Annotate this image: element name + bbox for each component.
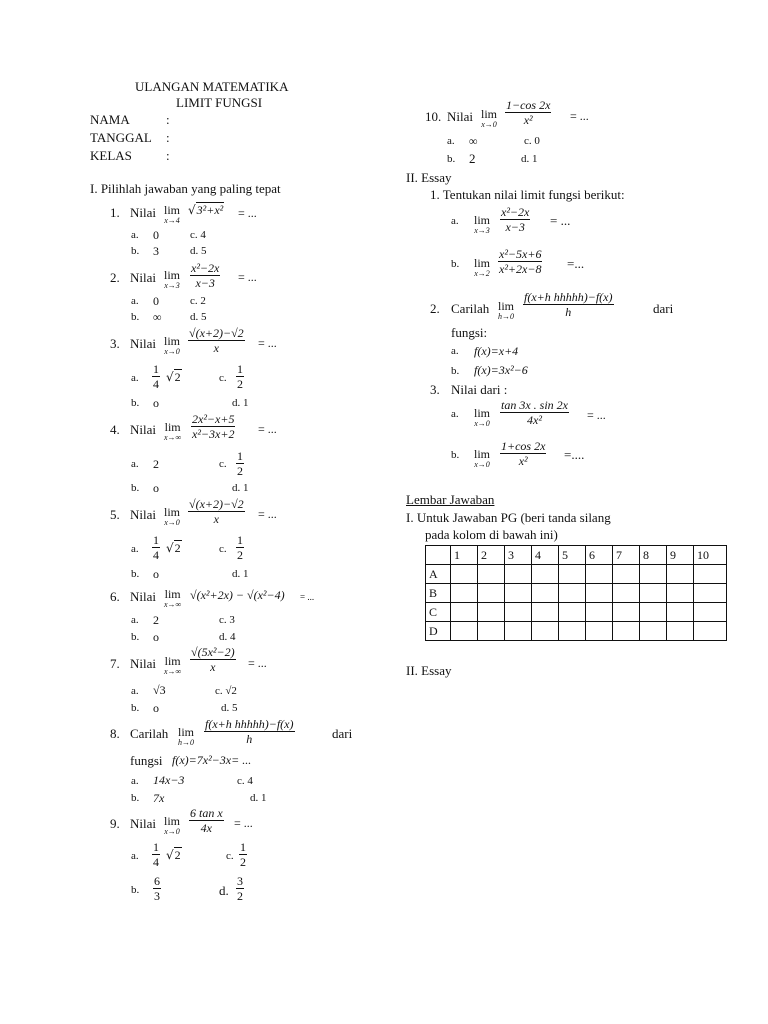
q5-limit: lim x→0 bbox=[164, 505, 181, 527]
answer-cell[interactable] bbox=[613, 584, 640, 603]
q10-fraction: 1−cos 2x x² bbox=[506, 98, 551, 127]
essay-2-fraction: f(x+h hhhhh)−f(x) h bbox=[524, 290, 613, 319]
essay-3-number: 3. bbox=[430, 382, 440, 397]
q7-opt-b: o bbox=[153, 701, 159, 715]
answer-cell[interactable] bbox=[613, 622, 640, 641]
essay-1b-label: b. bbox=[451, 258, 460, 270]
q7-number: 7. bbox=[110, 656, 120, 671]
q7-limit: lim x→∞ bbox=[164, 654, 182, 676]
q4-opt-c-fraction: 1 2 bbox=[237, 449, 243, 478]
answer-essay-heading: II. Essay bbox=[406, 663, 452, 678]
q10-opt-b: 2 bbox=[469, 151, 476, 166]
q3-number: 3. bbox=[110, 336, 120, 351]
q2-limit: lim x→3 bbox=[164, 268, 181, 290]
essay-1b-fraction: x²−5x+6 x²+2x−8 bbox=[499, 247, 542, 276]
q9-opt-a-fraction: 1 4 bbox=[153, 840, 159, 869]
answer-cell[interactable] bbox=[451, 622, 478, 641]
answer-cell[interactable] bbox=[694, 622, 727, 641]
q1-opt-d: d. 5 bbox=[190, 245, 207, 257]
q3-opt-a-root: √2 bbox=[166, 370, 181, 384]
essay-3b-fraction: 1+cos 2x x² bbox=[501, 439, 546, 468]
answer-grid-col-header: 8 bbox=[640, 546, 667, 565]
answer-grid-col-header: 7 bbox=[613, 546, 640, 565]
q6-opt-b: o bbox=[153, 630, 159, 644]
page-title: ULANGAN MATEMATIKA bbox=[135, 79, 289, 94]
q9-opt-a-label: a. bbox=[131, 850, 139, 862]
answer-cell[interactable] bbox=[586, 584, 613, 603]
q6-opt-a: 2 bbox=[153, 613, 159, 627]
q6-opt-b-label: b. bbox=[131, 631, 140, 643]
q1-opt-b-label: b. bbox=[131, 245, 140, 257]
q8-function: f(x)=7x²−3x= ... bbox=[172, 753, 252, 767]
essay-3b-label: b. bbox=[451, 449, 460, 461]
q3-opt-c-label: c. bbox=[219, 372, 227, 384]
essay-3a-label: a. bbox=[451, 408, 459, 420]
q3-fraction: √(x+2)−√2 x bbox=[189, 326, 244, 355]
q8-opt-b-label: b. bbox=[131, 792, 140, 804]
q6-equals: = ... bbox=[300, 592, 315, 602]
answer-cell[interactable] bbox=[451, 584, 478, 603]
q5-equals: = ... bbox=[258, 507, 277, 521]
q10-opt-a-label: a. bbox=[447, 135, 455, 147]
essay-1b-equals: =... bbox=[567, 256, 585, 271]
q8-opt-a-label: a. bbox=[131, 775, 139, 787]
q5-opt-b: o bbox=[153, 567, 159, 581]
q2-number: 2. bbox=[110, 270, 120, 285]
q8-opt-b: 7x bbox=[153, 791, 165, 805]
answer-cell[interactable] bbox=[559, 622, 586, 641]
answer-grid-row-c bbox=[426, 603, 727, 622]
field-nama-colon: : bbox=[166, 112, 170, 127]
essay-3a-limit: lim x→0 bbox=[474, 406, 491, 428]
answer-cell[interactable] bbox=[613, 565, 640, 584]
q1-expression: √3²+x² bbox=[188, 203, 224, 217]
answer-cell[interactable] bbox=[694, 584, 727, 603]
answer-cell[interactable] bbox=[532, 603, 559, 622]
q5-opt-a-label: a. bbox=[131, 543, 139, 555]
essay-2-limit: lim h→0 bbox=[498, 299, 515, 321]
q1-equals: = ... bbox=[238, 206, 257, 220]
answer-cell[interactable] bbox=[667, 622, 694, 641]
essay-3a-fraction: tan 3x . sin 2x 4x² bbox=[501, 398, 568, 427]
q6-nilai: Nilai bbox=[130, 589, 156, 604]
essay-1a-fraction: x²−2x x−3 bbox=[501, 205, 530, 234]
answer-grid-col-header: 2 bbox=[478, 546, 505, 565]
q8-dari: dari bbox=[332, 726, 353, 741]
q9-equals: = ... bbox=[234, 816, 253, 830]
answer-cell[interactable] bbox=[694, 565, 727, 584]
answer-cell[interactable] bbox=[451, 603, 478, 622]
answer-grid-row-label: B bbox=[426, 584, 451, 603]
q4-opt-b: o bbox=[153, 481, 159, 495]
q9-fraction: 6 tan x 4x bbox=[190, 806, 223, 835]
answer-sheet-instruction-1: I. Untuk Jawaban PG (beri tanda silang bbox=[406, 510, 611, 525]
q5-fraction: √(x+2)−√2 x bbox=[189, 497, 244, 526]
q8-fungsi: fungsi bbox=[130, 753, 163, 768]
answer-cell[interactable] bbox=[532, 622, 559, 641]
q8-number: 8. bbox=[110, 726, 120, 741]
answer-cell[interactable] bbox=[505, 622, 532, 641]
answer-cell[interactable] bbox=[478, 584, 505, 603]
answer-grid-row-d bbox=[426, 622, 727, 641]
answer-grid-col-header: 1 bbox=[451, 546, 478, 565]
answer-cell[interactable] bbox=[667, 565, 694, 584]
q7-opt-c: c. √2 bbox=[215, 685, 237, 697]
answer-cell[interactable] bbox=[640, 584, 667, 603]
q1-opt-c: c. 4 bbox=[190, 229, 206, 241]
q4-number: 4. bbox=[110, 422, 120, 437]
field-tanggal-label: TANGGAL bbox=[90, 130, 152, 145]
answer-cell[interactable] bbox=[559, 584, 586, 603]
q2-nilai: Nilai bbox=[130, 270, 156, 285]
q2-opt-d: d. 5 bbox=[190, 311, 207, 323]
q7-opt-b-label: b. bbox=[131, 702, 140, 714]
q9-opt-c-fraction: 1 2 bbox=[240, 840, 246, 869]
essay-2a-label: a. bbox=[451, 345, 459, 357]
q3-opt-c-fraction: 1 2 bbox=[237, 362, 243, 391]
answer-grid bbox=[425, 545, 727, 641]
q9-limit: lim x→0 bbox=[164, 814, 181, 836]
answer-cell[interactable] bbox=[505, 584, 532, 603]
field-nama-label: NAMA bbox=[90, 112, 130, 127]
answer-cell[interactable] bbox=[532, 565, 559, 584]
q8-opt-c: c. 4 bbox=[237, 775, 253, 787]
essay-3b-equals: =.... bbox=[564, 447, 585, 462]
answer-grid-col-header: 9 bbox=[667, 546, 694, 565]
answer-grid-row-b bbox=[426, 584, 727, 603]
q9-opt-a-root: √2 bbox=[166, 848, 181, 862]
essay-2a-function: f(x)=x+4 bbox=[474, 344, 519, 358]
q9-nilai: Nilai bbox=[130, 816, 156, 831]
q5-number: 5. bbox=[110, 507, 120, 522]
answer-cell[interactable] bbox=[559, 603, 586, 622]
q10-equals: = ... bbox=[570, 109, 589, 123]
q3-opt-b-label: b. bbox=[131, 397, 140, 409]
essay-2-fungsi: fungsi: bbox=[451, 325, 488, 340]
q6-opt-c: c. 3 bbox=[219, 614, 235, 626]
q4-equals: = ... bbox=[258, 422, 277, 436]
answer-cell[interactable] bbox=[559, 565, 586, 584]
q5-opt-d: d. 1 bbox=[232, 568, 249, 580]
q4-opt-b-label: b. bbox=[131, 482, 140, 494]
q3-limit: lim x→0 bbox=[164, 334, 181, 356]
q7-fraction: √(5x²−2) x bbox=[191, 645, 235, 674]
q6-opt-d: d. 4 bbox=[219, 631, 236, 643]
q6-limit: lim x→∞ bbox=[164, 587, 182, 609]
answer-cell[interactable] bbox=[478, 565, 505, 584]
essay-2-carilah: Carilah bbox=[451, 301, 490, 316]
essay-1a-label: a. bbox=[451, 215, 459, 227]
answer-cell[interactable] bbox=[505, 603, 532, 622]
q8-carilah: Carilah bbox=[130, 726, 169, 741]
q2-opt-b: ∞ bbox=[153, 310, 162, 324]
answer-grid-col-header: 5 bbox=[559, 546, 586, 565]
section-1-heading: I. Pilihlah jawaban yang paling tepat bbox=[90, 181, 281, 196]
q4-opt-c-label: c. bbox=[219, 458, 227, 470]
q3-nilai: Nilai bbox=[130, 336, 156, 351]
answer-grid-row-label: D bbox=[426, 622, 451, 641]
answer-grid-row-label: C bbox=[426, 603, 451, 622]
essay-3a-equals: = ... bbox=[587, 408, 606, 422]
q9-number: 9. bbox=[110, 816, 120, 831]
q7-opt-a: √3 bbox=[153, 683, 166, 697]
answer-sheet-instruction-2: pada kolom di bawah ini) bbox=[425, 527, 558, 542]
section-2-heading: II. Essay bbox=[406, 170, 452, 185]
q2-opt-b-label: b. bbox=[131, 311, 140, 323]
field-kelas-colon: : bbox=[166, 148, 170, 163]
answer-cell[interactable] bbox=[586, 565, 613, 584]
answer-grid-row-a bbox=[426, 565, 727, 584]
q9-opt-b-fraction: 6 3 bbox=[154, 874, 160, 903]
q9-opt-c-label: c. bbox=[226, 850, 234, 862]
q9-opt-d-label: d. bbox=[219, 883, 229, 898]
q7-opt-d: d. 5 bbox=[221, 702, 238, 714]
essay-2b-function: f(x)=3x²−6 bbox=[474, 363, 528, 377]
q7-nilai: Nilai bbox=[130, 656, 156, 671]
answer-cell[interactable] bbox=[667, 584, 694, 603]
answer-grid-col-header: 6 bbox=[586, 546, 613, 565]
answer-grid-corner bbox=[426, 546, 451, 565]
q2-fraction: x²−2x x−3 bbox=[191, 261, 220, 290]
q3-opt-d: d. 1 bbox=[232, 397, 249, 409]
q4-nilai: Nilai bbox=[130, 422, 156, 437]
answer-cell[interactable] bbox=[640, 603, 667, 622]
q5-opt-c-fraction: 1 2 bbox=[237, 533, 243, 562]
essay-2-number: 2. bbox=[430, 301, 440, 316]
q1-opt-a-label: a. bbox=[131, 229, 139, 241]
field-kelas-label: KELAS bbox=[90, 148, 132, 163]
q8-opt-a: 14x−3 bbox=[153, 773, 185, 787]
q4-opt-d: d. 1 bbox=[232, 482, 249, 494]
q7-opt-a-label: a. bbox=[131, 685, 139, 697]
q10-opt-a: ∞ bbox=[469, 134, 478, 148]
essay-1b-limit: lim x→2 bbox=[474, 256, 491, 278]
q5-opt-a-root: √2 bbox=[166, 541, 181, 555]
q1-nilai: Nilai bbox=[130, 205, 156, 220]
essay-3b-limit: lim x→0 bbox=[474, 447, 491, 469]
q2-opt-a: 0 bbox=[153, 294, 159, 308]
answer-cell[interactable] bbox=[640, 622, 667, 641]
q6-expression: √(x²+2x) − √(x²−4) bbox=[190, 588, 285, 602]
q4-fraction: 2x²−x+5 x²−3x+2 bbox=[192, 412, 235, 441]
q10-limit: lim x→0 bbox=[481, 107, 498, 129]
q7-equals: = ... bbox=[248, 656, 267, 670]
answer-cell[interactable] bbox=[451, 565, 478, 584]
field-tanggal-colon: : bbox=[166, 130, 170, 145]
answer-grid-header-row bbox=[426, 546, 727, 565]
q4-limit: lim x→∞ bbox=[164, 420, 182, 442]
q8-fraction: f(x+h hhhhh)−f(x) h bbox=[205, 717, 294, 746]
q3-equals: = ... bbox=[258, 336, 277, 350]
q10-nilai: Nilai bbox=[447, 109, 473, 124]
q8-opt-d: d. 1 bbox=[250, 792, 267, 804]
q1-number: 1. bbox=[110, 205, 120, 220]
q1-opt-b: 3 bbox=[153, 244, 159, 258]
q10-opt-d: d. 1 bbox=[521, 153, 538, 165]
answer-cell[interactable] bbox=[640, 565, 667, 584]
answer-cell[interactable] bbox=[478, 603, 505, 622]
q9-opt-d-fraction: 3 2 bbox=[237, 874, 243, 903]
q10-number: 10. bbox=[425, 109, 442, 124]
q3-opt-a-fraction: 1 4 bbox=[153, 362, 159, 391]
answer-cell[interactable] bbox=[586, 603, 613, 622]
q4-opt-a: 2 bbox=[153, 457, 159, 471]
q10-opt-b-label: b. bbox=[447, 153, 456, 165]
q5-opt-a-fraction: 1 4 bbox=[153, 533, 159, 562]
q2-opt-c: c. 2 bbox=[190, 295, 206, 307]
answer-grid-col-header: 10 bbox=[694, 546, 727, 565]
essay-1a-limit: lim x→3 bbox=[474, 213, 491, 235]
essay-1a-equals: = ... bbox=[550, 213, 571, 228]
q6-number: 6. bbox=[110, 589, 120, 604]
answer-cell[interactable] bbox=[532, 584, 559, 603]
q3-opt-a-label: a. bbox=[131, 372, 139, 384]
q5-nilai: Nilai bbox=[130, 507, 156, 522]
answer-grid-row-label: A bbox=[426, 565, 451, 584]
answer-cell[interactable] bbox=[613, 603, 640, 622]
essay-1-instruction: 1. Tentukan nilai limit fungsi berikut: bbox=[430, 187, 625, 202]
q8-limit: lim h→0 bbox=[178, 725, 195, 747]
page-subtitle: LIMIT FUNGSI bbox=[176, 95, 263, 110]
q9-opt-b-label: b. bbox=[131, 884, 140, 896]
q2-opt-a-label: a. bbox=[131, 295, 139, 307]
answer-cell[interactable] bbox=[586, 622, 613, 641]
essay-2-dari: dari bbox=[653, 301, 674, 316]
answer-cell[interactable] bbox=[667, 603, 694, 622]
essay-2b-label: b. bbox=[451, 365, 460, 377]
q3-opt-b: o bbox=[153, 396, 159, 410]
q5-opt-b-label: b. bbox=[131, 568, 140, 580]
essay-3-label: Nilai dari : bbox=[451, 382, 508, 397]
q5-opt-c-label: c. bbox=[219, 543, 227, 555]
answer-cell[interactable] bbox=[505, 565, 532, 584]
q2-equals: = ... bbox=[238, 270, 257, 284]
answer-sheet-title: Lembar Jawaban bbox=[406, 492, 495, 507]
q6-opt-a-label: a. bbox=[131, 614, 139, 626]
answer-cell[interactable] bbox=[694, 603, 727, 622]
q1-opt-a: 0 bbox=[153, 228, 159, 242]
q1-limit: lim x→4 bbox=[164, 203, 181, 225]
answer-grid-col-header: 3 bbox=[505, 546, 532, 565]
q4-opt-a-label: a. bbox=[131, 458, 139, 470]
answer-cell[interactable] bbox=[478, 622, 505, 641]
answer-grid-col-header: 4 bbox=[532, 546, 559, 565]
q10-opt-c: c. 0 bbox=[524, 135, 540, 147]
